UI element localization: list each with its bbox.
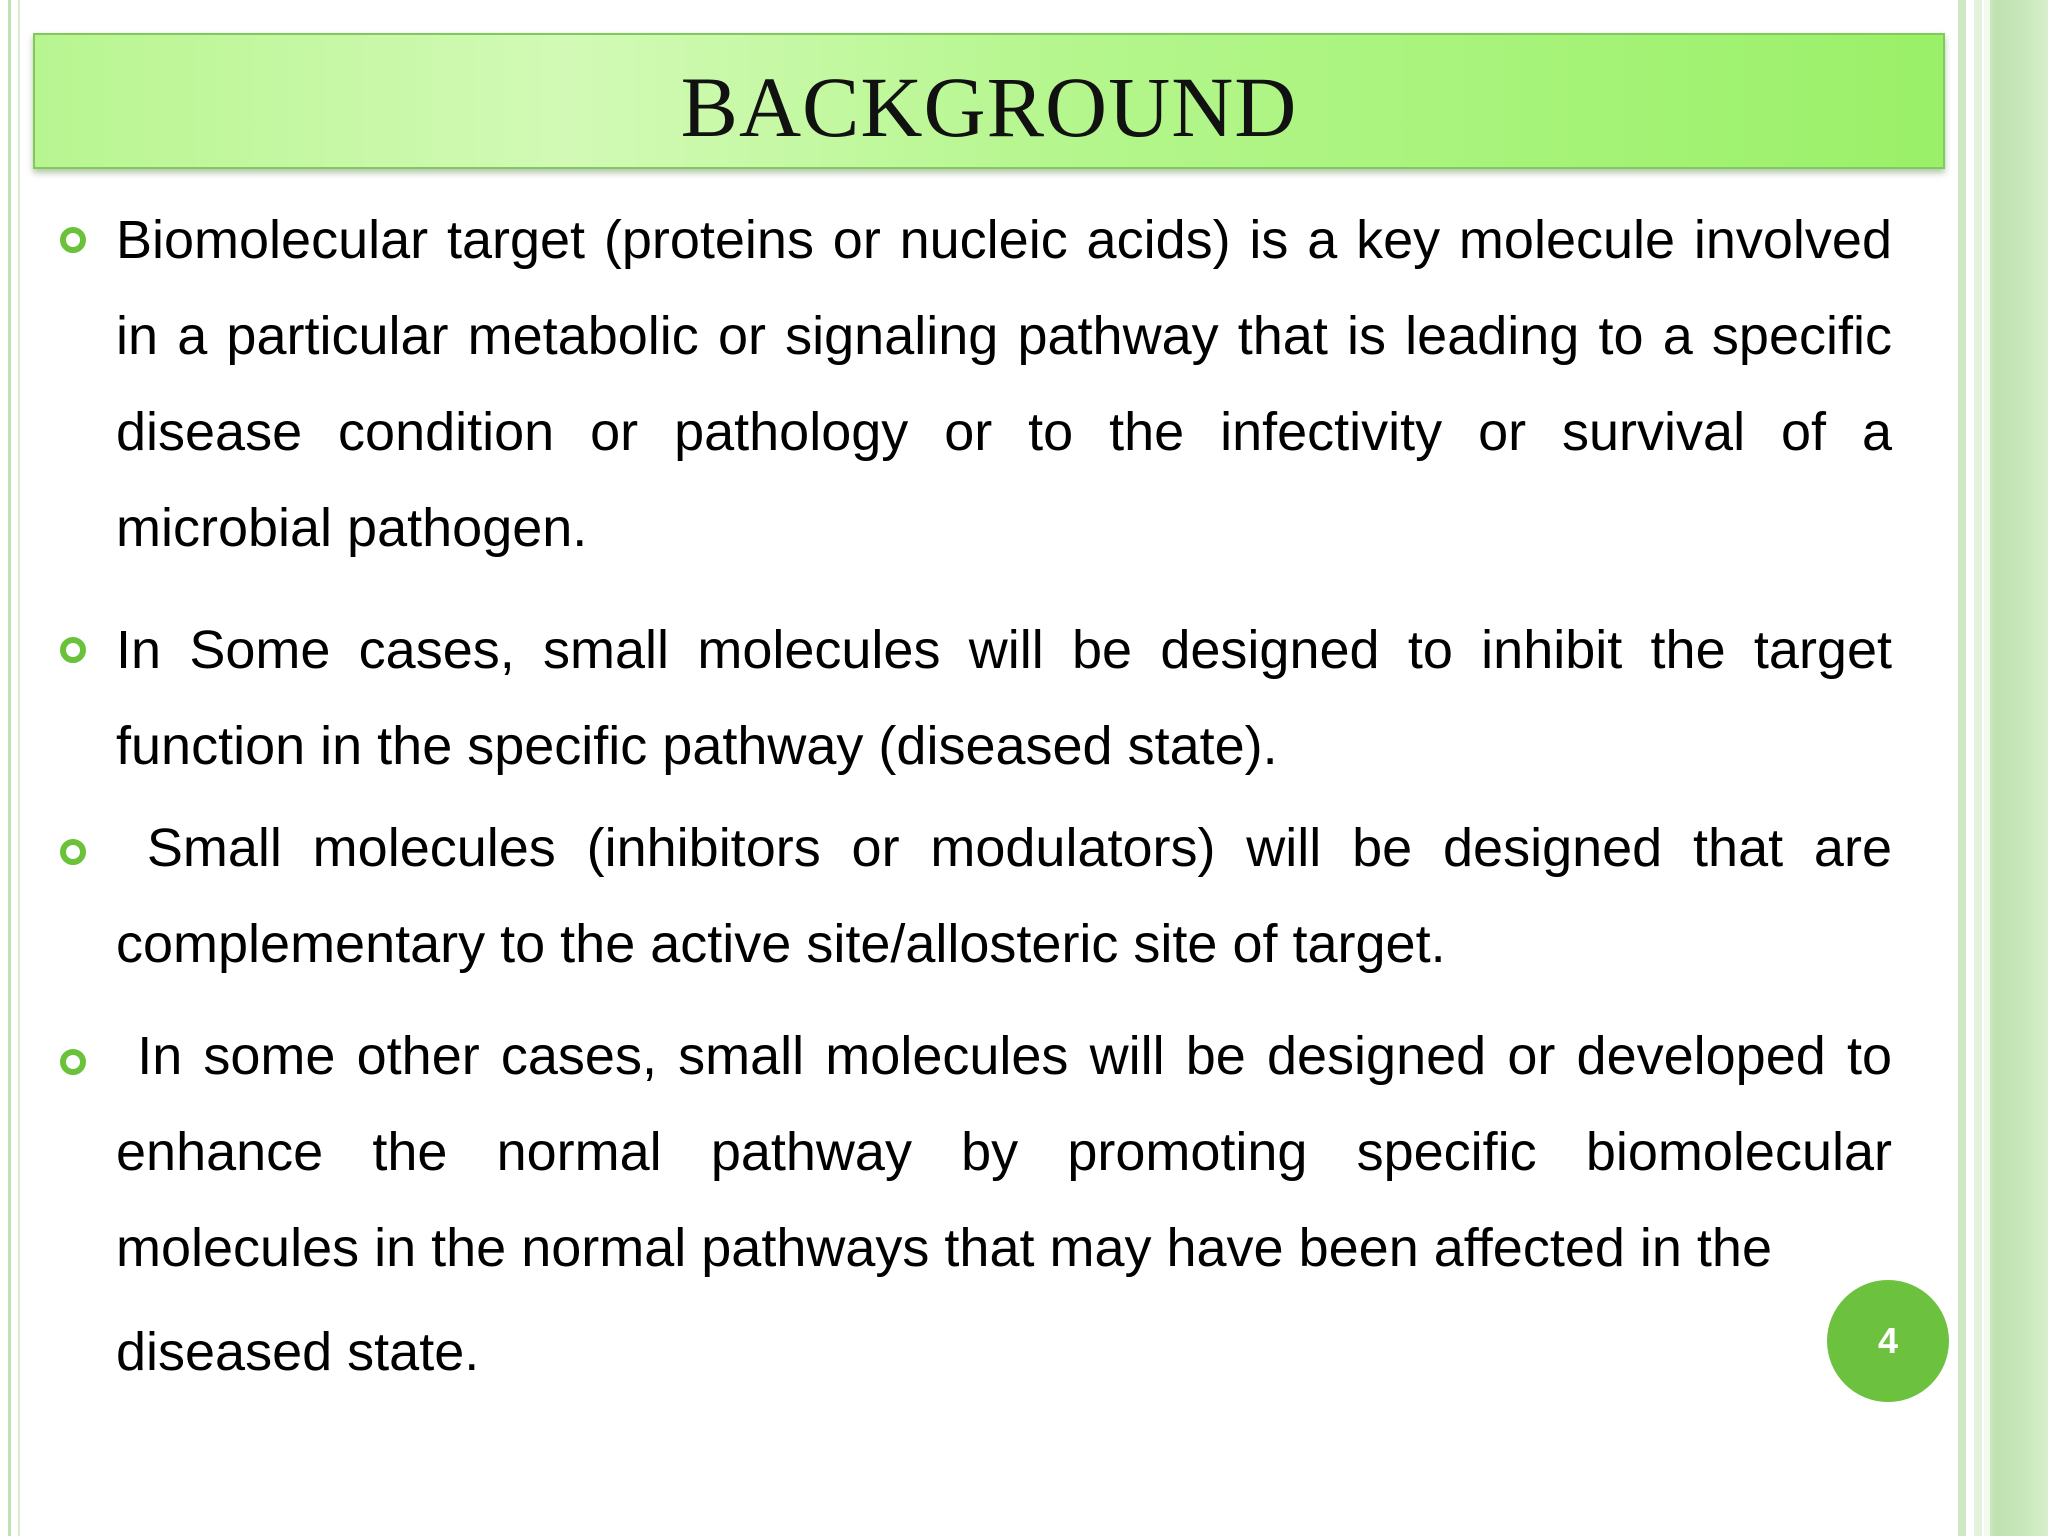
page-number-badge: 4 <box>1827 1280 1949 1402</box>
bullet-item <box>116 1008 1908 1400</box>
bullet-item-last-line: diseased state. <box>116 1322 480 1382</box>
bullet-item: Biomolecular target (proteins or nucleic acids) is a key molecule involved in a particular metabolic or signaling pathway that is leading to a specific disease condition or pathology or to the infectivity or survival of a microbial pathogen. <box>116 210 1892 558</box>
bullet-circle-icon <box>60 839 86 865</box>
bullet-circle-icon <box>60 637 86 663</box>
bullet-item: In Some cases, small molecules will be designed to inhibit the target function in the specific pathway (diseased state). <box>116 620 1892 776</box>
bullet-circle-icon <box>60 1049 86 1075</box>
slide-title: BACKGROUND <box>680 59 1298 155</box>
bullet-item-text: In some other cases, small molecules will be designed or developed to enhance the normal pathway by promoting specific biomolecular molecules in the normal pathways that may have been affected in the <box>116 1026 1908 1278</box>
bullet-circle-icon <box>60 227 86 253</box>
bullet-item: Small molecules (inhibitors or modulators) will be designed that are complementary to the active site/allosteric site of target. <box>116 818 1907 974</box>
